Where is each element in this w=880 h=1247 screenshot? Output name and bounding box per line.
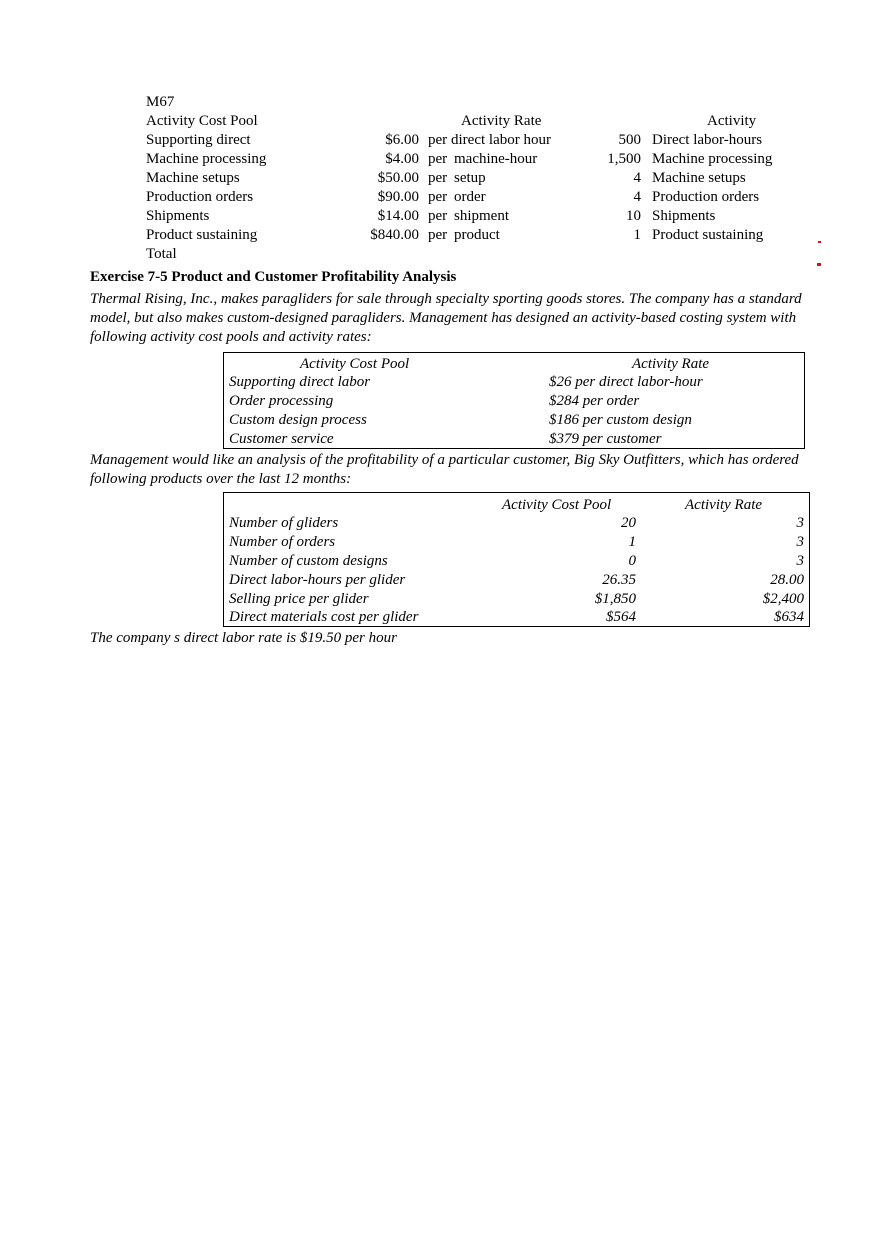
products-value-cell: 20 <box>621 515 636 531</box>
products-header-col1: Activity Cost Pool <box>502 497 612 513</box>
rate-unit-cell: direct labor hour <box>451 132 551 148</box>
products-value-cell: 28.00 <box>770 572 804 588</box>
exercise-title: Exercise 7-5 Product and Customer Profitability Analysis <box>90 269 457 285</box>
activity-qty-cell: 4 <box>633 170 641 186</box>
products-value-cell: 26.35 <box>602 572 636 588</box>
rates-pool-cell: Supporting direct labor <box>229 374 371 390</box>
sheet-label: M67 <box>146 94 175 110</box>
rate-amount-cell: $4.00 <box>385 151 419 167</box>
activity-qty-cell: 10 <box>626 208 641 224</box>
rates-header-pool: Activity Cost Pool <box>300 356 410 372</box>
rates-rate-cell: $379 per customer <box>549 431 662 447</box>
header-activity-rate: Activity Rate <box>461 113 542 129</box>
per-cell: per <box>428 189 448 205</box>
activity-qty-cell: 1 <box>633 227 641 243</box>
products-value-cell: 3 <box>796 515 804 531</box>
rate-amount-cell: $14.00 <box>377 208 419 224</box>
products-value-cell: 3 <box>796 553 804 569</box>
products-label-cell: Direct materials cost per glider <box>229 609 419 625</box>
per-cell: per <box>428 208 448 224</box>
activity-qty-cell: 1,500 <box>607 151 641 167</box>
products-label-cell: Number of orders <box>229 534 336 550</box>
cost-pool-cell: Machine processing <box>146 151 267 167</box>
analysis-line: Management would like an analysis of the profitability of a particular customer, Big Sky Outfitters, which has ordered <box>90 452 799 468</box>
rates-pool-cell: Customer service <box>229 431 334 447</box>
analysis-line: following products over the last 12 months: <box>90 471 352 487</box>
per-cell: per <box>428 151 448 167</box>
rate-unit-cell: setup <box>454 170 486 186</box>
products-label-cell: Selling price per glider <box>229 591 369 607</box>
rate-amount-cell: $840.00 <box>370 227 419 243</box>
cost-pool-cell: Product sustaining <box>146 227 258 243</box>
cost-pool-cell: Supporting direct <box>146 132 251 148</box>
activity-measure-cell: Direct labor-hours <box>652 132 763 148</box>
activity-qty-cell: 4 <box>633 189 641 205</box>
total-label: Total <box>146 246 177 262</box>
activity-qty-cell: 500 <box>618 132 641 148</box>
products-value-cell: 1 <box>628 534 636 550</box>
rates-rate-cell: $284 per order <box>549 393 640 409</box>
rate-unit-cell: order <box>454 189 486 205</box>
products-value-cell: $2,400 <box>762 591 804 607</box>
header-activity: Activity <box>707 113 757 129</box>
activity-measure-cell: Production orders <box>652 189 760 205</box>
rates-rate-cell: $26 per direct labor-hour <box>549 374 703 390</box>
products-label-cell: Number of custom designs <box>229 553 388 569</box>
products-header-col2: Activity Rate <box>685 497 763 513</box>
rate-amount-cell: $50.00 <box>377 170 419 186</box>
rates-header-rate: Activity Rate <box>632 356 710 372</box>
red-mark <box>817 263 821 266</box>
activity-measure-cell: Product sustaining <box>652 227 764 243</box>
activity-measure-cell: Machine setups <box>652 170 746 186</box>
labor-rate-note: The company s direct labor rate is $19.50 per hour <box>90 630 397 646</box>
activity-measure-cell: Shipments <box>652 208 716 224</box>
cost-pool-cell: Production orders <box>146 189 254 205</box>
cost-pool-cell: Machine setups <box>146 170 240 186</box>
rates-pool-cell: Order processing <box>229 393 334 409</box>
rates-pool-cell: Custom design process <box>229 412 367 428</box>
products-value-cell: $634 <box>774 609 804 625</box>
per-cell: per <box>428 170 448 186</box>
per-cell: per <box>428 132 448 148</box>
products-label-cell: Direct labor-hours per glider <box>229 572 406 588</box>
rate-unit-cell: product <box>454 227 500 243</box>
intro-line: model, but also makes custom-designed paragliders. Management has designed an activity-based costing system with <box>90 310 797 326</box>
rate-unit-cell: machine-hour <box>454 151 538 167</box>
per-cell: per <box>428 227 448 243</box>
rate-amount-cell: $6.00 <box>385 132 419 148</box>
rates-rate-cell: $186 per custom design <box>549 412 692 428</box>
header-activity-cost-pool: Activity Cost Pool <box>146 113 258 129</box>
intro-line: Thermal Rising, Inc., makes paragliders for sale through specialty sporting goods stores. The company has a standard <box>90 291 802 307</box>
rate-unit-cell: shipment <box>454 208 509 224</box>
products-value-cell: 0 <box>628 553 636 569</box>
products-value-cell: $564 <box>606 609 636 625</box>
cost-pool-cell: Shipments <box>146 208 210 224</box>
rate-amount-cell: $90.00 <box>377 189 419 205</box>
red-mark <box>818 241 821 243</box>
products-label-cell: Number of gliders <box>229 515 339 531</box>
intro-line: following activity cost pools and activity rates: <box>90 329 372 345</box>
activity-measure-cell: Machine processing <box>652 151 773 167</box>
products-value-cell: 3 <box>796 534 804 550</box>
products-value-cell: $1,850 <box>594 591 636 607</box>
